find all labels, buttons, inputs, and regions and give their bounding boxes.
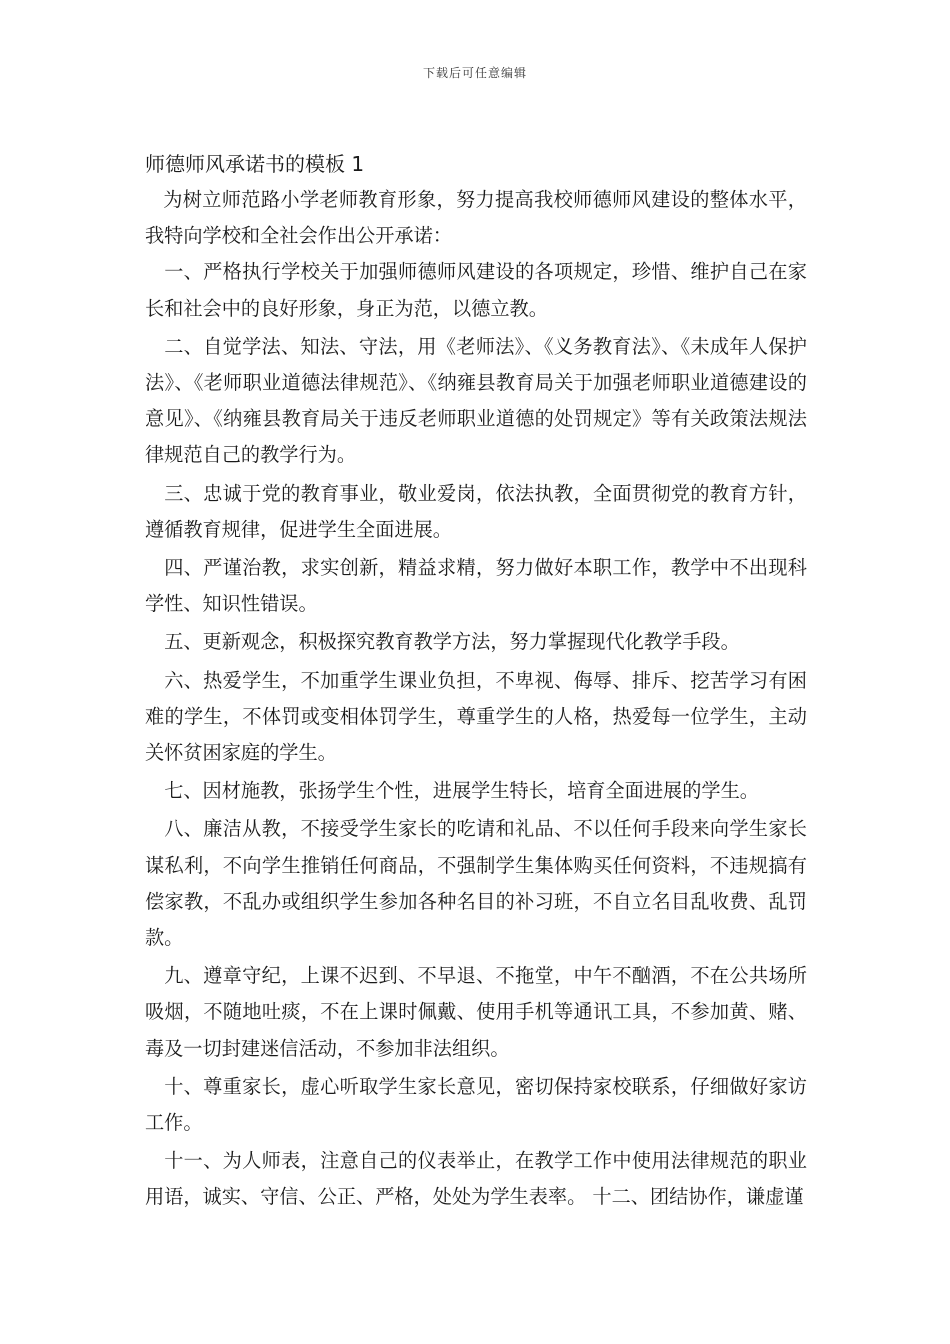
pledge-item-11: 十一、为人师表，注意自己的仪表举止，在教学工作中使用法律规范的职业用语，诚实、守信、公正、严格，处处为学生表率。 十二、团结协作，谦虚谨 [145, 1149, 807, 1209]
pledge-item-5: 五、更新观念，积极探究教育教学方法，努力掌握现代化教学手段。 [164, 630, 740, 654]
intro-paragraph: 为树立师范路小学老师教育形象，努力提高我校师德师风建设的整体水平，我特向学校和全社会作出公开承诺： [145, 188, 807, 248]
pledge-item-1: 一、严格执行学校关于加强师德师风建设的各项规定，珍惜、维护自己在家长和社会中的良好形象，身正为范，以德立教。 [145, 260, 807, 320]
pledge-item-6: 六、热爱学生，不加重学生课业负担，不卑视、侮辱、排斥、挖苦学习有困难的学生，不体罚或变相体罚学生，尊重学生的人格，热爱每一位学生，主动关怀贫困家庭的学生。 [145, 668, 807, 765]
pledge-item-9: 九、遵章守纪，上课不迟到、不早退、不拖堂，中午不酗酒，不在公共场所吸烟，不随地吐痰，不在上课时佩戴、使用手机等通讯工具，不参加黄、赌、毒及一切封建迷信活动，不参加非法组织。 [145, 964, 807, 1060]
pledge-item-7: 七、因材施教，张扬学生个性，进展学生特长，培育全面进展的学生。 [164, 779, 759, 803]
pledge-item-4: 四、严谨治教，求实创新，精益求精，努力做好本职工作，教学中不出现科学性、知识性错误。 [145, 556, 807, 616]
pledge-item-3: 三、忠诚于党的教育事业，敬业爱岗，依法执教，全面贯彻党的教育方针，遵循教育规律，促进学生全面进展。 [145, 481, 807, 541]
document-body [145, 146, 807, 1216]
pledge-item-8: 八、廉洁从教，不接受学生家长的吃请和礼品、不以任何手段来向学生家长谋私利，不向学生推销任何商品，不强制学生集体购买任何资料，不违规搞有偿家教，不乱办或组织学生参加各种名目的补习班，不自立名目乱收费、乱罚款。 [145, 817, 807, 950]
pledge-item-10: 十、尊重家长，虚心听取学生家长意见，密切保持家校联系，仔细做好家访工作。 [145, 1074, 807, 1135]
document-title: 师德师风承诺书的模板 1 [145, 152, 365, 176]
download-note: 下载后可任意编辑 [422, 66, 527, 80]
pledge-item-2: 二、自觉学法、知法、守法，用《老师法》、《义务教育法》、《未成年人保护法》、《老师职业道德法律规范》、《纳雍县教育局关于加强老师职业道德建设的意见》、《纳雍县教育局关于违反老师职业道德的处罚规定》等有关政策法规法律规范自己的教学行为。 [145, 334, 807, 467]
